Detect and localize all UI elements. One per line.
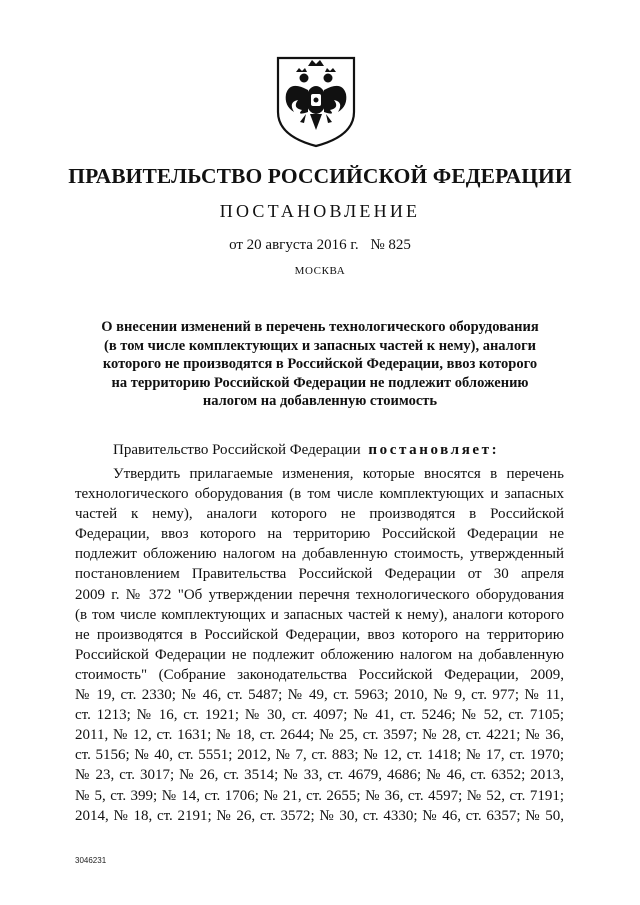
body-line: стоимость" (Собрание законодательства Российской Федерации, 2009, bbox=[75, 666, 564, 683]
russian-coat-of-arms-icon bbox=[272, 50, 360, 150]
document-code: 3046231 bbox=[75, 856, 107, 865]
body-line: ст. 1213; № 16, ст. 1921; № 30, ст. 4097; № 41, ст. 5246; № 52, ст. 7105; bbox=[75, 707, 564, 724]
resolves-word: постановляет: bbox=[368, 442, 500, 458]
body-line: № 19, ст. 2330; № 46, ст. 5487; № 49, ст. 5963; 2010, № 9, ст. 977; № 11, bbox=[75, 687, 564, 704]
document-number: 825 bbox=[388, 237, 411, 253]
body-line: 2014, № 18, ст. 2191; № 26, ст. 3572; № 30, ст. 4330; № 46, ст. 6357; № 50, bbox=[75, 807, 564, 824]
body-line: частей к нему), аналоги которого не производятся в Российской bbox=[75, 506, 564, 523]
body-line: ст. 5156; № 40, ст. 5551; 2012, № 7, ст. 883; № 12, ст. 1418; № 17, ст. 1970; bbox=[75, 747, 564, 764]
government-title: ПРАВИТЕЛЬСТВО РОССИЙСКОЙ ФЕДЕРАЦИИ bbox=[68, 164, 572, 188]
body-line: не производятся в Российской Федерации, ввоз которого на территорию bbox=[75, 626, 564, 643]
subject-line: О внесении изменений в перечень технологического оборудования bbox=[101, 319, 539, 335]
body-line: Федерации, ввоз которого на территорию Российской Федерации не bbox=[75, 526, 564, 543]
body-line: № 5, ст. 399; № 14, ст. 1706; № 21, ст. 2655; № 36, ст. 4597; № 52, ст. 7191; bbox=[75, 787, 564, 804]
date-line bbox=[0, 237, 640, 254]
body-line: Утвердить прилагаемые изменения, которые вносятся в перечень bbox=[113, 466, 564, 482]
preamble-text: Правительство Российской Федерации bbox=[113, 442, 361, 458]
body-line: № 23, ст. 3017; № 26, ст. 3514; № 33, ст. 4679, 4686; № 46, ст. 6352; 2013, bbox=[75, 767, 564, 784]
document-date: от 20 августа 2016 г. bbox=[229, 237, 359, 253]
body-line: 2011, № 12, ст. 1631; № 18, ст. 2644; № 25, ст. 3597; № 28, ст. 4221; № 36, bbox=[75, 727, 564, 744]
body-line: технологического оборудования (в том числе комплектующих и запасных bbox=[75, 486, 564, 503]
preamble bbox=[113, 442, 499, 459]
number-sign: № bbox=[370, 237, 385, 253]
subject-line: налогом на добавленную стоимость bbox=[202, 393, 438, 409]
body-line: постановлением Правительства Российской Федерации от 30 апреля bbox=[75, 566, 564, 583]
subject-line: которого не производятся в Российской Федерации, ввоз которого bbox=[102, 356, 538, 372]
resolution-body bbox=[75, 464, 564, 826]
body-line: 2009 г. № 372 "Об утверждении перечня технологического оборудования bbox=[75, 586, 564, 603]
subject-line: (в том числе комплектующих и запасных частей к нему), аналоги bbox=[103, 337, 537, 354]
city: МОСКВА bbox=[294, 265, 346, 277]
body-line: Российской Федерации не подлежит обложению налогом на добавленную bbox=[75, 646, 564, 663]
subject-line: на территорию Российской Федерации не подлежит обложению bbox=[111, 374, 529, 391]
body-line: подлежит обложению налогом на добавленную стоимость, утвержденный bbox=[75, 546, 564, 563]
document-type: ПОСТАНОВЛЕНИЕ bbox=[219, 201, 421, 221]
document-subject bbox=[80, 318, 560, 411]
body-line: (в том числе комплектующих и запасных частей к нему), аналоги которого bbox=[75, 606, 564, 623]
